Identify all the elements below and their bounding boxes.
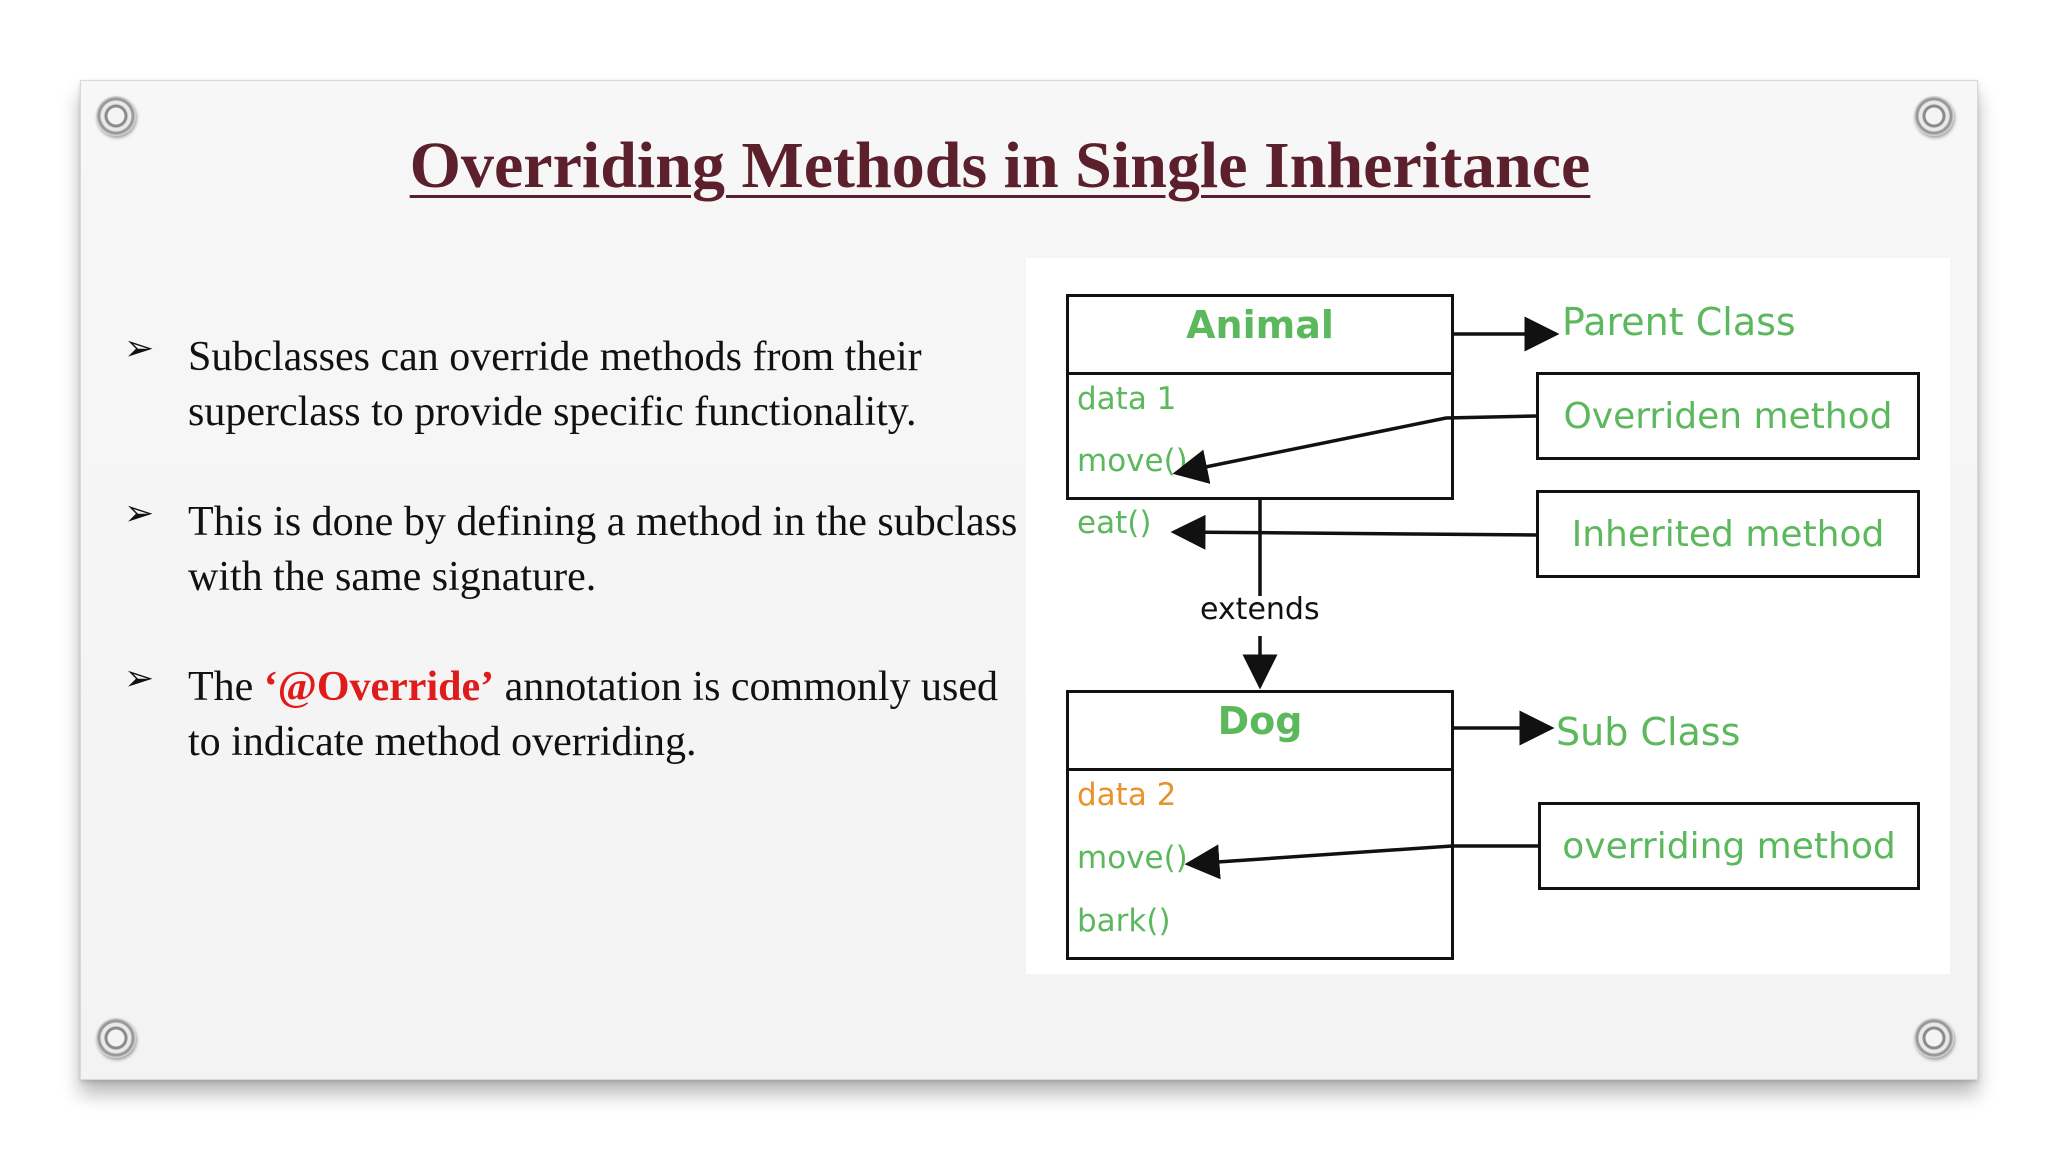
bullet-item	[124, 330, 1024, 440]
inheritance-diagram	[1026, 258, 1950, 974]
bullet-text-after: annotation is commonly used to indicate method overriding.	[188, 664, 999, 765]
animal-class-name: Animal	[1186, 303, 1334, 347]
overriden-method-note: Overriden method	[1536, 372, 1920, 460]
overriden-method-arrow	[1176, 416, 1536, 473]
bullet-text: This is done by defining a method in the subclass with the same signature.	[188, 499, 1018, 600]
arrow-bullet-icon: ➢	[124, 328, 155, 369]
animal-member-move: move()	[1077, 443, 1188, 479]
sub-class-label: Sub Class	[1556, 710, 1741, 754]
extends-label: extends	[1200, 592, 1320, 627]
arrow-bullet-icon: ➢	[124, 658, 155, 699]
inherited-method-note: Inherited method	[1536, 490, 1920, 578]
overriding-method-note: overriding method	[1538, 802, 1920, 890]
overriding-method-arrow	[1188, 846, 1538, 864]
dog-class-name: Dog	[1217, 699, 1303, 743]
slide-title: Overriding Methods in Single Inheritance	[409, 129, 1591, 202]
animal-member-eat: eat()	[1077, 505, 1152, 541]
dog-member-move: move()	[1077, 840, 1188, 876]
arrow-bullet-icon: ➢	[124, 493, 155, 534]
dog-member-bark: bark()	[1077, 903, 1171, 939]
bullet-text: Subclasses can override methods from their superclass to provide specific functionality.	[188, 334, 922, 435]
bullet-text	[188, 660, 1024, 770]
bullet-item	[124, 660, 1024, 770]
pin-bottom-right-icon	[1914, 1018, 1954, 1058]
pin-bottom-left-icon	[96, 1018, 136, 1058]
override-annotation-highlight: ‘@Override’	[263, 664, 495, 710]
dog-member-data: data 2	[1077, 777, 1177, 813]
animal-member-data: data 1	[1077, 381, 1177, 417]
bullet-text-before: The	[188, 664, 264, 710]
bullet-list	[124, 330, 1024, 825]
bullet-item	[124, 495, 1024, 605]
diagram-arrows	[1026, 258, 1950, 974]
parent-class-label: Parent Class	[1562, 300, 1796, 344]
inherited-method-arrow	[1174, 532, 1536, 535]
